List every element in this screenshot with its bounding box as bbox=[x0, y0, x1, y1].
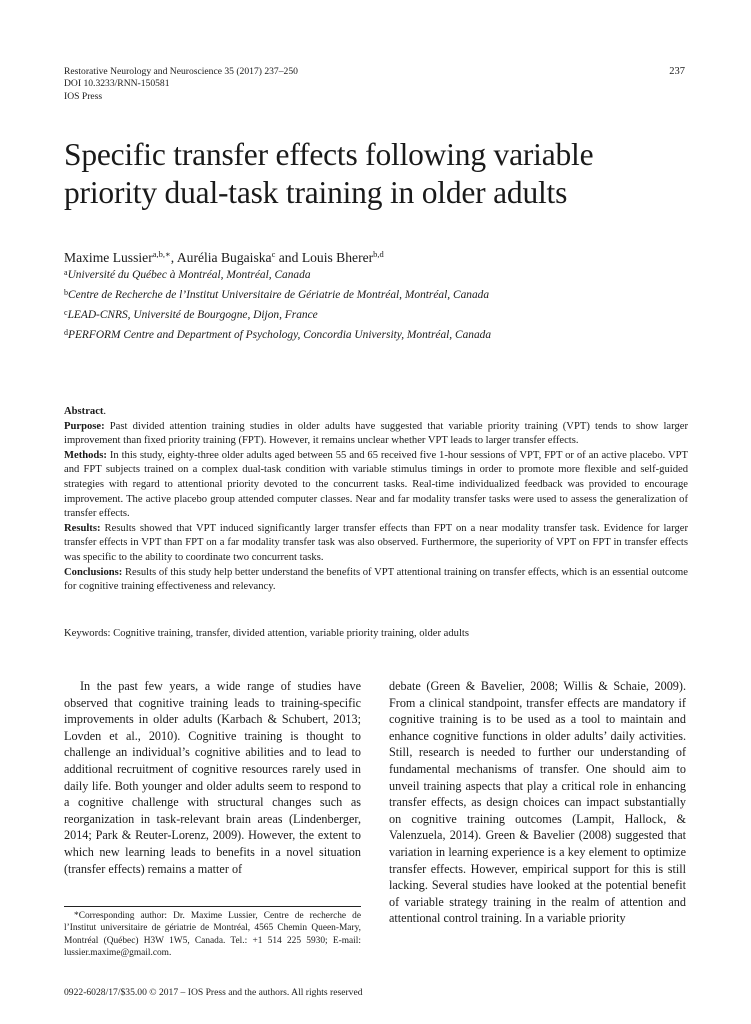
author-list bbox=[64, 246, 384, 266]
title-line-2: priority dual-task training in older adults bbox=[64, 175, 568, 210]
body-column-left bbox=[64, 678, 361, 877]
affiliation bbox=[64, 284, 491, 304]
affiliation bbox=[64, 264, 491, 284]
title-line-1: Specific transfer effects following variable bbox=[64, 137, 594, 172]
affiliation-mark: b bbox=[64, 288, 68, 297]
affiliation bbox=[64, 324, 491, 344]
corresponding-author-footnote bbox=[64, 910, 361, 960]
keywords: Keywords: Cognitive training, transfer, divided attention, variable priority training, older adults bbox=[64, 628, 469, 639]
affiliation-mark: d bbox=[64, 328, 68, 337]
abstract-results bbox=[64, 522, 688, 566]
author-affil-mark: a,b,∗ bbox=[152, 249, 171, 259]
affiliation-text: Centre de Recherche de l’Institut Universitaire de Gériatrie de Montréal, Montréal, Canada bbox=[68, 289, 490, 301]
abstract-methods bbox=[64, 449, 688, 522]
body-paragraph: In the past few years, a wide range of studies have observed that cognitive training leads to training-specific improvements in older adults (Karbach & Schubert, 2013; Lovden et al., 2010). Cognitive training is thought to challenge an individual’s cognitive abilities and to lead to additional recruitment of cognitive resources rarely used in daily life. Both younger and older adults seem to respond to a cognitive challenge with structural changes such as reorganization in task-relevant brain areas (Lindenberger, 2014; Park & Reuter-Lorenz, 2009). However, the extent to which new learning leads to benefits in a novel situation (transfer effects) remains a matter of bbox=[64, 679, 361, 876]
abstract-heading-text: Abstract bbox=[64, 406, 104, 417]
section-text: Results showed that VPT induced significantly larger transfer effects than FPT on a near modality transfer task. Evidence for larger transfer effects in VPT than FPT on a far modality transfer task was also observed. Furthermore, the superiority of VPT on FPT in transfer effects was specific to the ability to coordinate two concurrent tasks. bbox=[64, 522, 688, 563]
abstract-heading-suffix: . bbox=[103, 406, 107, 417]
author-separator: , bbox=[170, 250, 177, 265]
affiliation-text: Université du Québec à Montréal, Montréal, Canada bbox=[67, 269, 311, 281]
doi: DOI 10.3233/RNN-150581 bbox=[64, 78, 170, 90]
abstract bbox=[64, 405, 688, 595]
author-affil-mark: c bbox=[271, 249, 276, 259]
abstract-heading bbox=[64, 405, 688, 420]
section-label: Conclusions: bbox=[64, 566, 123, 578]
body-paragraph: debate (Green & Bavelier, 2008; Willis & Schaie, 2009). From a clinical standpoint, transfer effects are mandatory if cognitive training is to be used as a tool to maintain and enhance cognitive functions in older adults’ daily activities. Still, research is needed to further our understanding of fundamental mechanisms of transfer. One should aim to unveil training aspects that play a critical role in enhancing transfer effects, as design choices can impact substantially on cognitive training outcomes (Lampit, Hallock, & Valenzuela, 2014). Green & Bavelier (2008) suggested that variation in learning experience is a key element to optimize transfer effects. However, empirical support for this is still lacking. Several studies have looked at the potential benefit of variable strategy training in the realm of attention and attentional control training. In a variable priority bbox=[389, 679, 686, 926]
affiliation-text: LEAD-CNRS, Université de Bourgogne, Dijon, France bbox=[67, 309, 318, 321]
copyright-line: 0922-6028/17/$35.00 © 2017 – IOS Press and the authors. All rights reserved bbox=[64, 987, 363, 998]
author-affil-mark: b,d bbox=[373, 249, 384, 259]
section-label: Methods: bbox=[64, 449, 107, 461]
affiliation-list bbox=[64, 264, 491, 344]
section-label: Purpose: bbox=[64, 420, 105, 432]
author-name: Aurélia Bugaiska bbox=[176, 250, 272, 265]
affiliation bbox=[64, 304, 491, 324]
author-name: Maxime Lussier bbox=[64, 250, 153, 265]
abstract-conclusions bbox=[64, 566, 688, 595]
abstract-purpose bbox=[64, 420, 688, 449]
body-column-right bbox=[389, 678, 686, 927]
section-text: Past divided attention training studies in older adults have suggested that variable priority training (VPT) tends to show larger improvement than fixed priority training (FPT). However, it remains unclear whether VPT leads to larger transfer effects. bbox=[64, 420, 688, 447]
section-text: In this study, eighty-three older adults aged between 55 and 65 received five 1-hour sessions of VPT, FPT or of an active placebo. VPT and FPT subjects trained on a complex dual-task condition with variable stimulus timings in order to promote more flexible and self-guided strategies with regard to attentional priority devoted to the concurrent tasks. Real-time individualized feedback was provided to encourage improvement. The active placebo group attended computer classes. Near and far modality transfer tasks were used to assess the generalization of transfer effects. bbox=[64, 449, 688, 520]
paper-title bbox=[64, 136, 704, 212]
author-name: Louis Bherer bbox=[301, 250, 374, 265]
affiliation-mark: a bbox=[64, 268, 68, 277]
running-header bbox=[64, 66, 298, 103]
page-number: 237 bbox=[669, 66, 685, 77]
section-text: Results of this study help better understand the benefits of VPT attentional training on transfer effects, which is an essential outcome for cognitive training effectiveness and relevancy. bbox=[64, 566, 688, 593]
footnote-text: *Corresponding author: Dr. Maxime Lussier, Centre de recherche de l’Institut universitaire de gériatrie de Montréal, 4565 Chemin Queen-Mary, Montréal (Québec) H3W 1W5, Canada. Tel.: +1 514 225 5930; E-mail: lussier.maxime@gmail.com. bbox=[64, 911, 361, 959]
section-label: Results: bbox=[64, 522, 101, 534]
author-separator: and bbox=[275, 250, 302, 265]
footnote-divider bbox=[64, 906, 361, 907]
affiliation-text: PERFORM Centre and Department of Psychology, Concordia University, Montréal, Canada bbox=[68, 329, 492, 341]
journal-citation: Restorative Neurology and Neuroscience 35 (2017) 237–250 bbox=[64, 66, 298, 77]
affiliation-mark: c bbox=[64, 308, 68, 317]
publisher: IOS Press bbox=[64, 90, 103, 102]
